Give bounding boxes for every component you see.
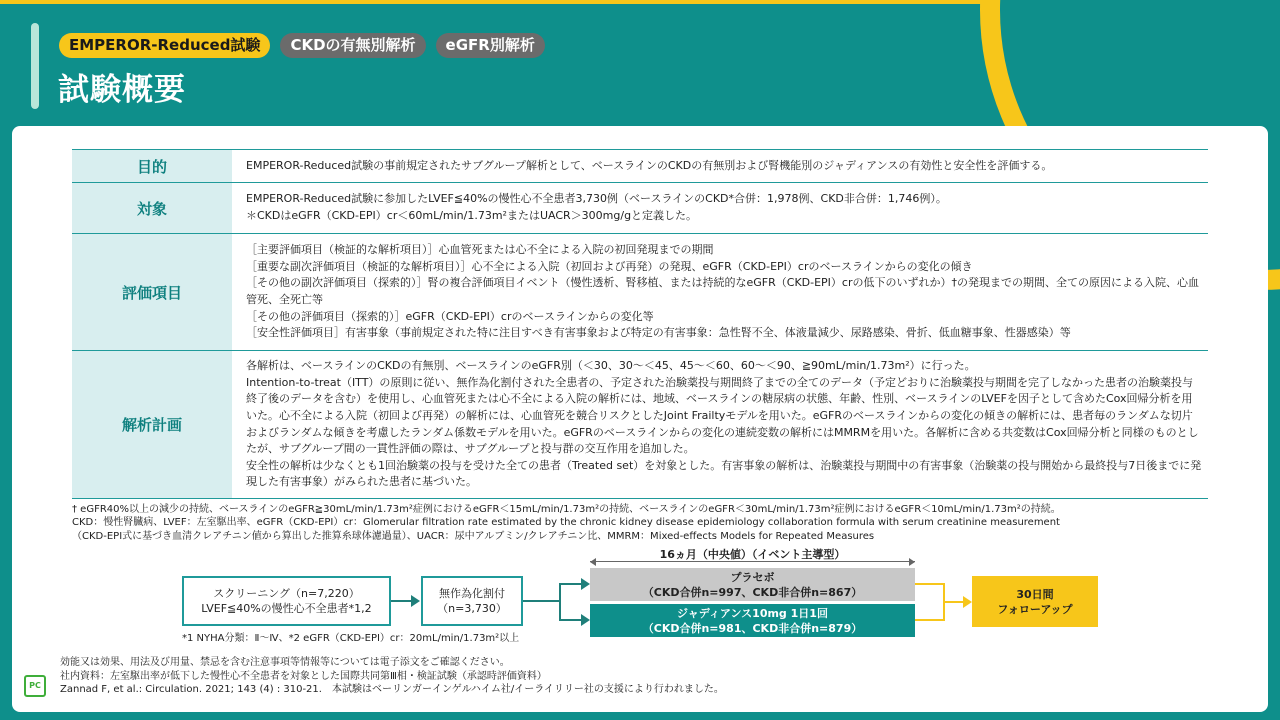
- row-label: 評価項目: [72, 234, 232, 351]
- source-internal: 社内資料：左室駆出率が低下した慢性心不全患者を対象とした国際共同第Ⅲ相・検証試験（承認時評価資料）: [60, 670, 547, 682]
- drug-counts: （CKD合併n=981、CKD非合併n=879）: [642, 621, 863, 635]
- summary-table: [72, 149, 1208, 499]
- content-line: ［安全性評価項目］有害事象（事前規定された特に注目すべき有害事象および特定の有害事象：急性腎不全、体液量減少、尿路感染、骨折、低血糖事象、性器感染）等: [246, 326, 1071, 340]
- timeline-double-arrow: [590, 561, 915, 566]
- tag-trial-name: EMPEROR-Reduced試験: [59, 33, 270, 58]
- randomization-label: 無作為化割付: [439, 587, 505, 600]
- header-tags: [59, 33, 545, 58]
- footnote-abbreviations-cont: （CKD-EPI式に基づき血清クレアチニン値から算出した推算糸球体濾過量）、UACR：尿中アルブミン/クレアチニン比、MMRM：Mixed-effects Models for Repeated Measures: [72, 530, 875, 542]
- randomization-box: [421, 576, 523, 626]
- placebo-arm-box: [590, 568, 915, 601]
- tag-egfr-analysis: eGFR別解析: [436, 33, 545, 58]
- arrowhead-icon: [963, 596, 972, 608]
- placebo-label: プラセボ: [730, 570, 775, 584]
- table-row-subjects: [72, 183, 1208, 234]
- content-line: Intention-to-treat（ITT）の原則に従い、無作為化割付された全患者の、予定された治験薬投与期間終了までの全てのデータ（予定どおりに治験薬投与期間を完了しなかった患者の治験薬投与終了後のデータを含む）を使用し、心血管死または心不全による入院の解析には、地域、ベースラインの糖尿病の状態、年齢、性別、ベースラインのLVEFを因子として含めたCox回帰分析を用いた。心不全による入院（初回よび再発）の解析には、心血管死を競合リスクとしたJoint Frailtyモデルを用いた。eGFRのベースラインからの変化の傾きの解析には、患者毎のランダムな切片およびランダムな傾きを考慮したランダム係数モデルを用いた。eGFRのベースラインからの変化の連続変数の解析にはMMRMを用いた。各解析に含める共変数はCox回帰分析と同様のものとしたが、サブグループ間の一貫性評価の際は、サブグループと投与群の交互作用を追加した。: [246, 375, 1199, 456]
- footnote-abbreviations: CKD：慢性腎臓病、LVEF：左室駆出率、eGFR（CKD-EPI）cr：Glomerular filtration rate estimated by the chronic kidney disease epidemiology collaboration formula with serum creatinine measurement: [72, 517, 1060, 529]
- content-line: ［その他の評価項目（探索的）］eGFR（CKD-EPI）crのベースラインからの変化等: [246, 309, 654, 323]
- page-title: 試験概要: [58, 72, 186, 108]
- arrow-to-drug: [559, 619, 581, 621]
- timeline-label: 16ヵ月（中央値）（イベント主導型）: [659, 548, 846, 561]
- table-footnotes: [72, 503, 1242, 543]
- content-line: 各解析は、ベースラインのCKDの有無別、ベースラインのeGFR別（＜30、30～＜45、45～＜60、60～＜90、≧90mL/min/1.73m²）に行った。: [246, 359, 976, 373]
- screening-count: スクリーニング（n=7,220）: [213, 587, 360, 600]
- randomization-count: （n=3,730）: [437, 602, 507, 615]
- row-content: [232, 183, 1208, 234]
- content-line: 安全性の解析は少なくとも1回治験薬の投与を受けた全ての患者（Treated set）を対象とした。有害事象の解析は、治験薬投与期間中の有害事象（治験薬の投与開始から最終投与7日後までに発現した有害事象）がみられた患者に基づいた。: [246, 458, 1202, 489]
- row-content: [232, 351, 1208, 499]
- row-label: 解析計画: [72, 351, 232, 499]
- placebo-counts: （CKD合併n=997、CKD非合併n=867）: [642, 585, 863, 599]
- row-label: 対象: [72, 183, 232, 234]
- drug-arm-box: [590, 604, 915, 637]
- content-line: ＊CKDはeGFR（CKD-EPI）cr＜60mL/min/1.73m²またはUACR＞300mg/gと定義した。: [246, 209, 698, 222]
- footnote-dagger: † eGFR40%以上の減少の持続、ベースラインのeGFR≧30mL/min/1.73m²症例におけるeGFR＜15mL/min/1.73m²の持続、ベースラインのeGFR＜30mL/min/1.73m²症例におけるeGFR＜10mL/min/1.73m²の持続。: [72, 504, 1061, 515]
- arrow-screening-to-rand: [391, 600, 411, 602]
- content-card: [12, 126, 1268, 712]
- arrow-to-placebo: [559, 583, 581, 585]
- table-row-analysis-plan: [72, 351, 1208, 499]
- arrow-merge-horizontal: [943, 601, 963, 603]
- arrowhead-icon: [411, 595, 420, 607]
- table-row-endpoints: [72, 234, 1208, 351]
- arrowhead-icon: [581, 578, 590, 590]
- arrow-drug-to-follow: [915, 619, 945, 621]
- content-line: ［重要な副次評価項目（検証的な解析項目）］心不全による入院（初回および再発）の発現、eGFR（CKD-EPI）crのベースラインからの変化の傾き: [246, 259, 973, 273]
- arrow-rand-split: [523, 600, 561, 602]
- label-notice: 効能又は効果、用法及び用量、禁忌を含む注意事項等情報等については電子添文をご確認ください。: [60, 657, 510, 668]
- screening-criteria: LVEF≦40%の慢性心不全患者*1,2: [201, 602, 372, 615]
- title-accent-bar: [31, 23, 39, 109]
- drug-label: ジャディアンス10mg 1日1回: [677, 606, 828, 620]
- reference-citation: Zannad F, et al.: Circulation. 2021; 143 (4) : 310-21. 本試験はベーリンガーインゲルハイム社/イーライリリー社の支援により行われました。: [60, 684, 724, 696]
- screening-box: [182, 576, 391, 626]
- arrow-placebo-to-follow: [915, 583, 945, 585]
- flow-footnote: *1 NYHA分類：Ⅱ～Ⅳ、*2 eGFR（CKD-EPI）cr：20mL/min/1.73m²以上: [182, 633, 520, 644]
- content-line: EMPEROR-Reduced試験に参加したLVEF≦40%の慢性心不全患者3,730例（ベースラインのCKD*合併：1,978例、CKD非合併：1,746例）。: [246, 192, 947, 206]
- arrow-branch-vertical: [559, 583, 561, 621]
- tag-ckd-analysis: CKDの有無別解析: [280, 33, 425, 58]
- row-content: [232, 234, 1208, 351]
- pc-logo-icon: PC: [24, 675, 46, 697]
- table-row-objective: [72, 150, 1208, 183]
- followup-label: フォローアップ: [997, 602, 1073, 616]
- content-line: EMPEROR-Reduced試験の事前規定されたサブグループ解析として、ベースラインのCKDの有無別および腎機能別のジャディアンスの有効性と安全性を評価する。: [246, 158, 1053, 172]
- bottom-notes: [60, 656, 724, 697]
- content-line: ［主要評価項目（検証的な解析項目）］心血管死または心不全による入院の初回発現までの期間: [246, 243, 714, 257]
- content-line: ［その他の副次評価項目（探索的）］腎の複合評価項目イベント（慢性透析、腎移植、または持続的なeGFR（CKD-EPI）crの低下のいずれか）†の発現までの期間、全ての原因による入院、心血管死、全死亡等: [246, 276, 1199, 306]
- row-content: [232, 150, 1208, 183]
- row-label: 目的: [72, 150, 232, 183]
- followup-duration: 30日間: [1016, 587, 1054, 601]
- arrowhead-icon: [581, 614, 590, 626]
- followup-box: [972, 576, 1098, 627]
